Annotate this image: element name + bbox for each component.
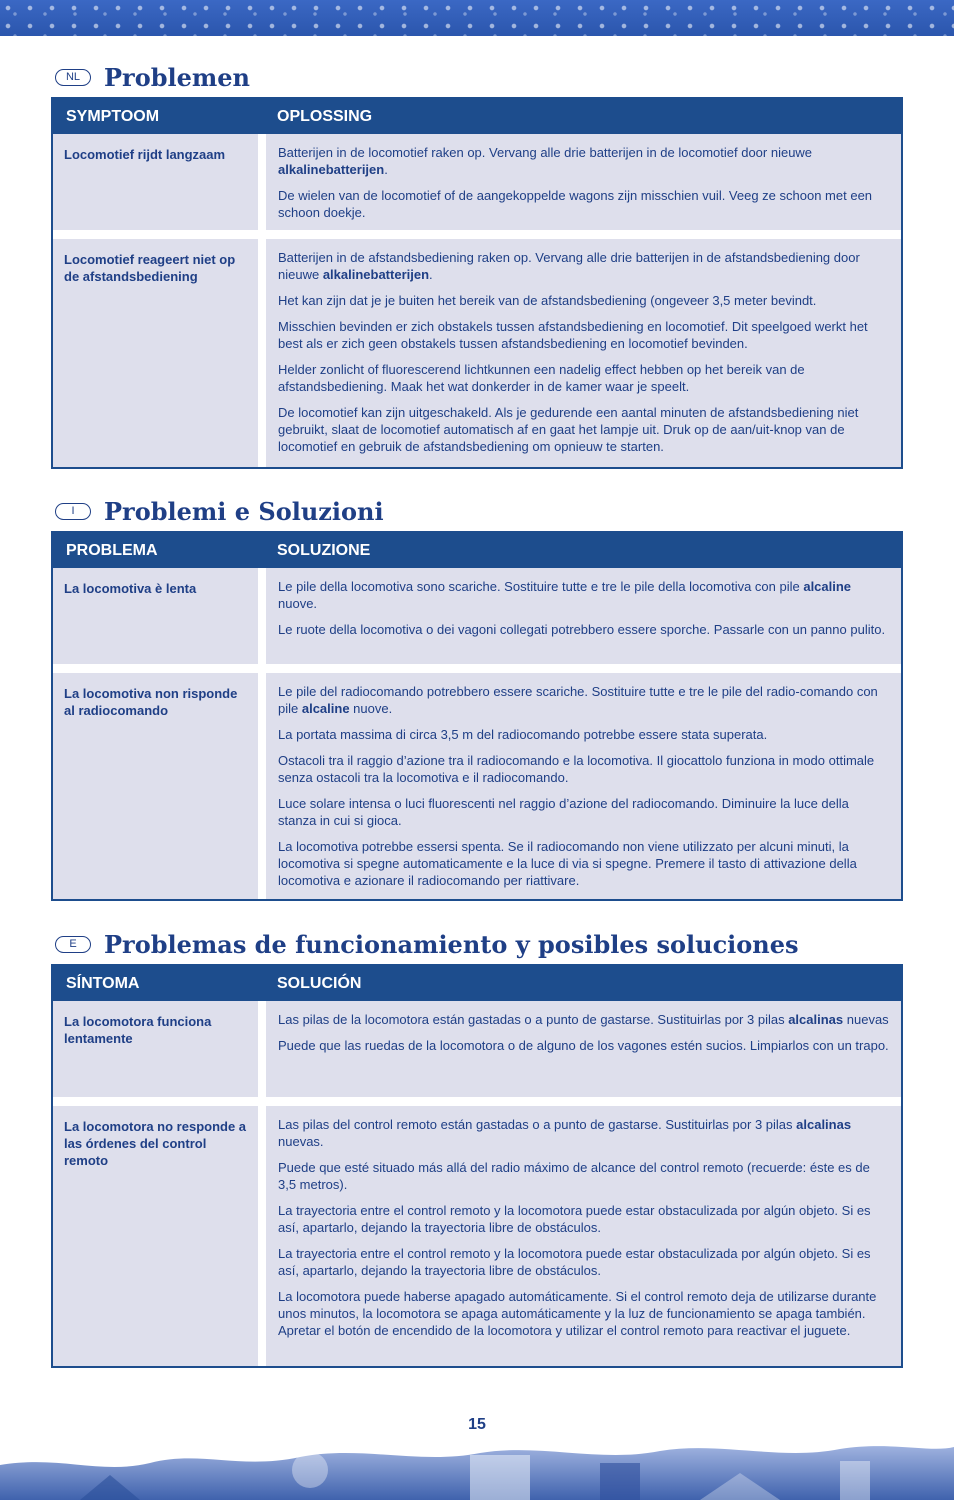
solution-text: Las pilas del control remoto están gastadas o a punto de gastarse. Sustituirlas por 3 pilas alcalinas nuevas.	[278, 1117, 852, 1149]
solution-text: Misschien bevinden er zich obstakels tussen afstandsbediening en locomotief. Dit speelgoed werkt het best als er zich geen obstakels tussen afstandsbediening en locomotief bevinden.	[278, 319, 868, 351]
solution-cell	[266, 1106, 901, 1366]
solution-text: Luce solare intensa o luci fluorescenti nel raggio d’azione del radiocomando. Diminuire la luce della stanza in cui si gioca.	[278, 796, 849, 828]
table-row	[53, 673, 901, 899]
table-row	[53, 1001, 901, 1097]
solution-cell	[266, 1001, 901, 1097]
symptom-cell: La locomotiva è lenta	[53, 568, 258, 664]
table-header	[53, 533, 901, 568]
solution-text: Le ruote della locomotiva o dei vagoni collegati potrebbero essere sporche. Passarle con un panno pulito.	[278, 622, 886, 637]
section-title: Problemas de funcionamiento y posibles soluciones	[104, 929, 799, 959]
table-row	[53, 568, 901, 664]
header-solution: OPLOSSING	[277, 108, 373, 125]
solution-text: Le pile della locomotiva sono scariche. Sostituire tutte e tre le pile della locomotiva con pile alcaline nuove.	[278, 579, 852, 611]
solution-text: La locomotora puede haberse apagado automáticamente. Si el control remoto deja de utilizarse durante unos minutos, la locomotora se apaga automáticamente y la luz de funcionamiento se apaga también. Apretar el botón de encendido de la locomotora y utilizar el control remoto para reactivar el juguete.	[278, 1289, 877, 1338]
solution-cell	[266, 134, 901, 230]
solution-cell	[266, 673, 901, 899]
language-badge: E	[55, 936, 91, 953]
solution-text: De locomotief kan zijn uitgeschakeld. Als je gedurende een aantal minuten de afstandsbediening niet gebruikt, slaat de locomotief automatisch af en gaat het lampje uit. Druk op de aan/uit-knop van de locomotief en gebruik de afstandsbediening om opnieuw te starten.	[278, 405, 859, 454]
symptom-cell: Locomotief rijdt langzaam	[53, 134, 258, 230]
solution-text: La trayectoria entre el control remoto y la locomotora puede estar obstaculizada por algún objeto. Si es así, apartarlo, dejando la trayectoria libre de obstáculos.	[278, 1203, 871, 1235]
table-row	[53, 134, 901, 230]
header-symptom: SYMPTOOM	[66, 108, 160, 125]
troubleshooting-table	[51, 97, 903, 469]
solution-cell	[266, 568, 901, 664]
header-solution: SOLUZIONE	[277, 542, 371, 559]
solution-text: Het kan zijn dat je je buiten het bereik van de afstandsbediening (ongeveer 3,5 meter bevindt.	[278, 293, 817, 308]
solution-text: La locomotiva potrebbe essersi spenta. Se il radiocomando non viene utilizzato per alcuni minuti, la locomotiva si spegne automaticamente e la luce di via si spegne. Premere il tasto di attivazione della locomotiva e azionare il radiocomando per riattivare.	[278, 839, 857, 888]
solution-text: Batterijen in de locomotief raken op. Vervang alle drie batterijen in de locomotief door nieuwe alkalinebatterijen.	[278, 145, 813, 177]
bottom-decorative-illustration	[0, 1435, 954, 1500]
solution-cell	[266, 239, 901, 467]
solution-text: La portata massima di circa 3,5 m del radiocomando potrebbe essere stata superata.	[278, 727, 768, 742]
language-badge: NL	[55, 69, 91, 86]
table-row	[53, 239, 901, 467]
troubleshooting-table	[51, 531, 903, 901]
top-decorative-band	[0, 0, 954, 36]
solution-text: Las pilas de la locomotora están gastadas o a punto de gastarse. Sustituirlas por 3 pilas alcalinas nuevas	[278, 1012, 889, 1027]
section-title: Problemen	[104, 62, 250, 92]
page-number: 15	[468, 1416, 486, 1433]
section-heading	[51, 494, 384, 528]
symptom-cell: Locomotief reageert niet op de afstandsbediening	[53, 239, 258, 467]
troubleshooting-table	[51, 964, 903, 1368]
language-badge: I	[55, 503, 91, 520]
header-solution: SOLUCIÓN	[277, 975, 362, 992]
table-row	[53, 1106, 901, 1366]
header-symptom: PROBLEMA	[66, 542, 158, 559]
section-heading	[51, 927, 799, 961]
solution-text: Puede que esté situado más allá del radio máximo de alcance del control remoto (recuerde: éste es de 3,5 metros).	[278, 1160, 870, 1192]
symptom-cell: La locomotora no responde a las órdenes del control remoto	[53, 1106, 258, 1366]
table-header	[53, 99, 901, 134]
table-header	[53, 966, 901, 1001]
solution-text: Ostacoli tra il raggio d’azione tra il radiocomando e la locomotiva. Il giocattolo funziona in modo ottimale senza ostacoli tra la locomotiva e il radiocomando.	[278, 753, 875, 785]
solution-text: Puede que las ruedas de la locomotora o de alguno de los vagones estén sucios. Limpiarlos con un trapo.	[278, 1038, 889, 1053]
solution-text: Batterijen in de afstandsbediening raken op. Vervang alle drie batterijen in de afstandsbediening door nieuwe alkalinebatterijen.	[278, 250, 860, 282]
solution-text: De wielen van de locomotief of de aangekoppelde wagons zijn misschien vuil. Veeg ze schoon met een schoon doekje.	[278, 188, 873, 220]
symptom-cell: La locomotiva non risponde al radiocomando	[53, 673, 258, 899]
section-heading	[51, 60, 250, 94]
solution-text: La trayectoria entre el control remoto y la locomotora puede estar obstaculizada por algún objeto. Si es así, apartarlo, dejando la trayectoria libre de obstáculos.	[278, 1246, 871, 1278]
solution-text: Helder zonlicht of fluorescerend lichtkunnen een nadelig effect hebben op het bereik van de afstandsbediening. Maak het wat donkerder in de kamer waar je speelt.	[278, 362, 805, 394]
symptom-cell: La locomotora funciona lentamente	[53, 1001, 258, 1097]
header-symptom: SÍNTOMA	[66, 975, 140, 992]
solution-text: Le pile del radiocomando potrebbero essere scariche. Sostituire tutte e tre le pile del radio-comando con pile alcaline nuove.	[278, 684, 878, 716]
section-title: Problemi e Soluzioni	[104, 496, 384, 526]
